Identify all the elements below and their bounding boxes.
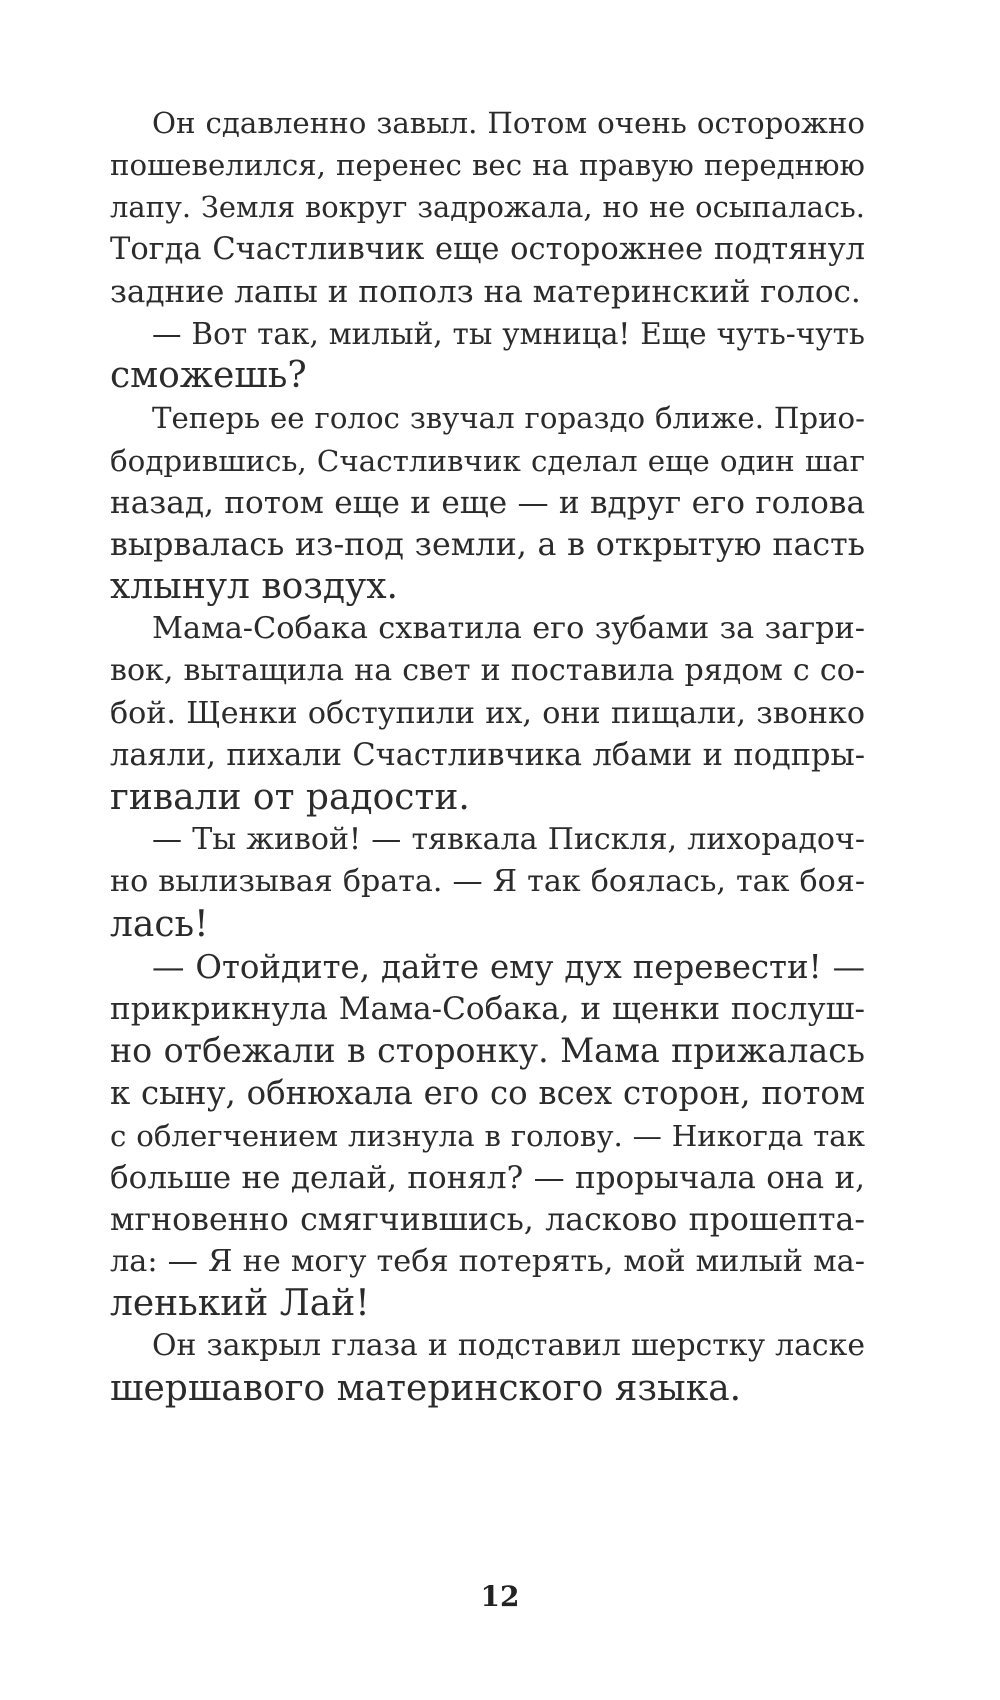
text-line: хлынул воздух. (110, 566, 398, 608)
text-line: Теперь ее голос звучал гораздо ближе. Прио- (152, 401, 865, 436)
paragraph-3 (110, 397, 865, 608)
paragraph-1 (110, 102, 865, 313)
text-line: — Отойдите, дайте ему дух перевести! — (152, 947, 865, 986)
text-line: Тогда Счастливчик еще осторожнее подтянул (110, 231, 865, 267)
text-line: ла: — Я не могу тебя потерять, мой милый ма- (110, 1244, 865, 1280)
text-line: больше не делай, понял? — прорычала она и, (110, 1159, 865, 1196)
text-line: вок, вытащила на свет и поставила рядом с со- (110, 653, 865, 689)
paragraph-7 (110, 1325, 865, 1409)
text-line: но вылизывая брата. — Я так боялась, так боя- (110, 864, 865, 900)
text-line: гивали от радости. (110, 777, 470, 818)
text-line: ленький Лай! (110, 1283, 370, 1325)
text-line: — Вот так, милый, ты умница! Еще чуть-чуть (152, 316, 865, 351)
text-line: прикрикнула Мама-Собака, и щенки послуш- (110, 990, 865, 1027)
paragraph-2 (110, 313, 865, 397)
text-line: — Ты живой! — тявкала Пискля, лихорадоч- (152, 822, 865, 858)
paragraph-6 (110, 946, 865, 1326)
text-line: пошевелился, перенес вес на правую переднюю (110, 148, 865, 183)
text-line: мгновенно смягчившись, ласково прошепта- (110, 1201, 865, 1238)
text-line: лась! (110, 903, 209, 945)
text-line: с облегчением лизнула в голову. — Никогда так (110, 1118, 865, 1153)
text-line: назад, потом еще и еще — и вдруг его голова (110, 484, 865, 521)
text-line: лапу. Земля вокруг задрожала, но не осыпалась. (110, 190, 865, 225)
page-number: 12 (480, 1580, 520, 1613)
text-line: лаяли, пихали Счастливчика лбами и подпры- (110, 737, 865, 773)
text-line: бодрившись, Счастливчик сделал еще один шаг (110, 443, 865, 478)
text-line: шершавого материнского языка. (110, 1367, 742, 1409)
paragraph-5 (110, 819, 865, 946)
text-line: Он сдавленно завыл. Потом очень осторожно (152, 106, 865, 140)
text-line: но отбежали в сторонку. Мама прижалась (110, 1031, 865, 1071)
text-line: к сыну, обнюхала его со всех сторон, потом (110, 1074, 865, 1113)
paragraph-4 (110, 608, 865, 819)
text-line: бой. Щенки обступили их, они пищали, звонко (110, 695, 865, 731)
page-body-text (110, 102, 865, 1410)
text-line: сможешь? (110, 355, 307, 397)
text-line: вырвалась из-под земли, а в открытую пасть (110, 526, 865, 563)
text-line: Мама-Собака схватила его зубами за загри- (152, 611, 865, 647)
text-line: Он закрыл глаза и подставил шерстку ласке (152, 1328, 865, 1364)
text-line: задние лапы и пополз на материнский голос. (110, 273, 861, 310)
